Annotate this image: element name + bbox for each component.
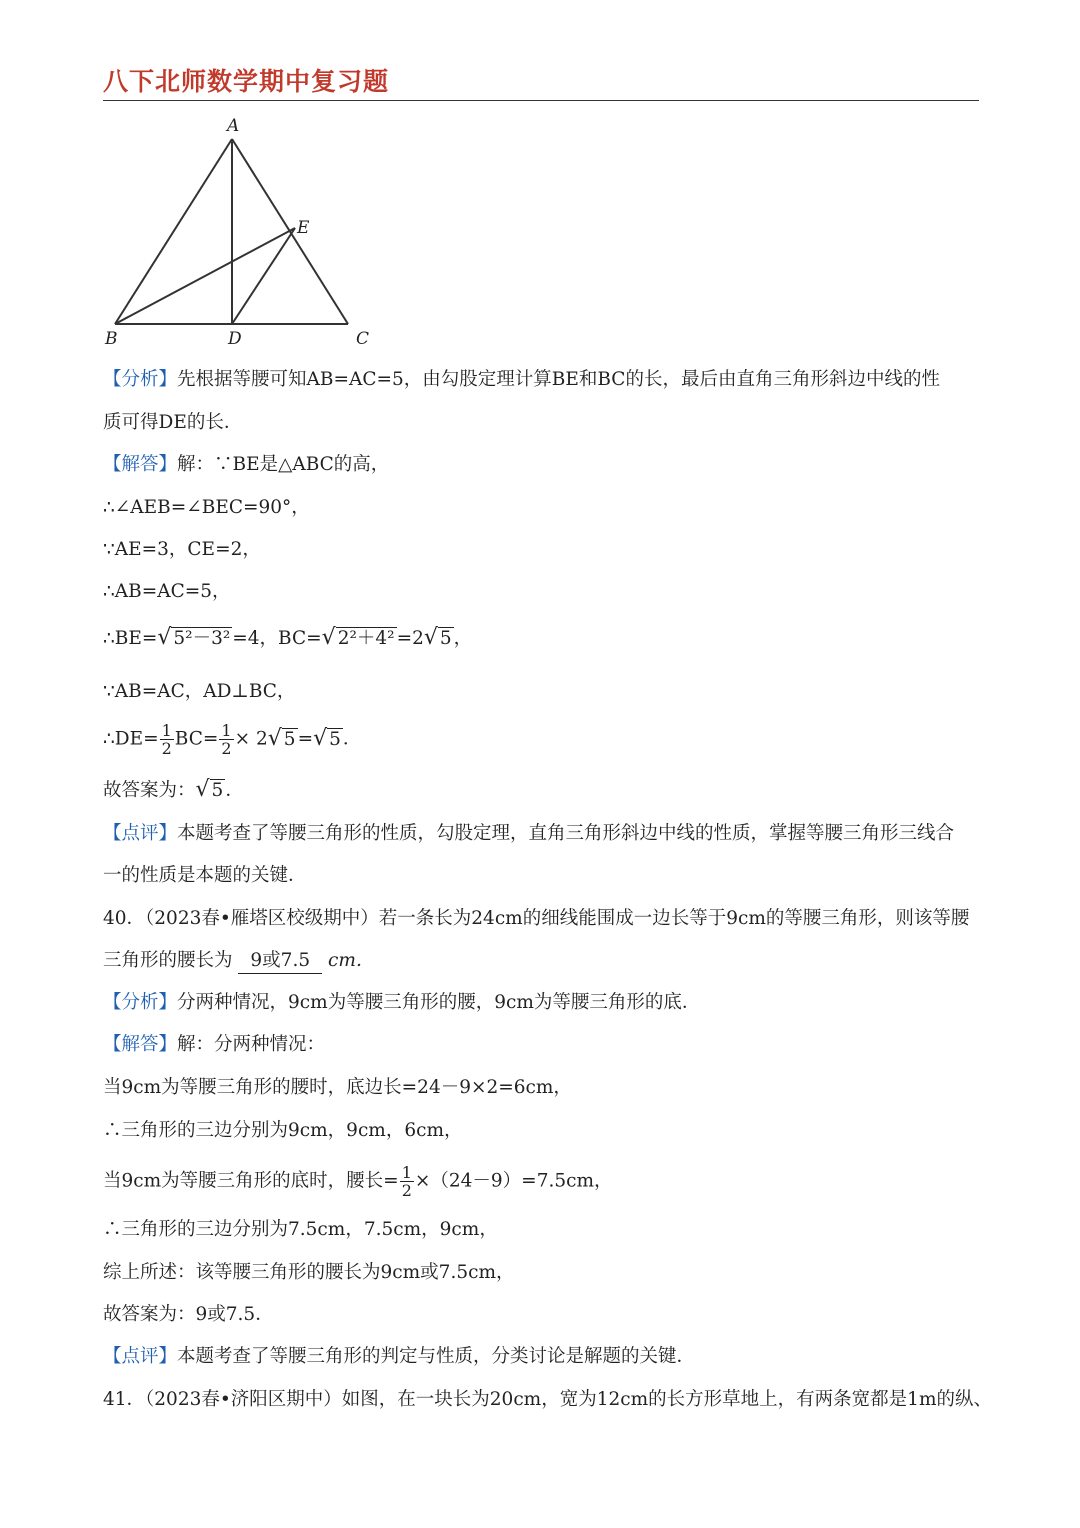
sqrt-expression: √ 5 [423,625,452,650]
q40-solution-line-2: 当9cm为等腰三角形的腰时，底边长=24－9×2=6cm， [103,1077,572,1098]
sqrt-expression: √ 5 [267,725,296,751]
label-e: E [297,218,310,238]
q40-solution-line-6: 综上所述：该等腰三角形的腰长为9cm或7.5cm， [103,1262,515,1283]
q40-stem-line-2: 三角形的腰长为 9或7.5 cm． [103,949,374,974]
segment-ab [115,139,232,324]
q39-solution-line-2: ∴∠AEB=∠BEC=90°， [103,497,310,518]
q39-solution-line-7: ∴DE= $\frac{1}{2}$ BC= $\frac{1}{2}$ × 2√ 5 =√ 5 ． [103,721,362,758]
fraction: $\frac{1}{2}$ [221,721,232,758]
comment-tag: 【点评】 [103,823,178,844]
q41-stem-line-1: 41．（2023春•济阳区期中）如图，在一块长为20cm，宽为12cm的长方形草地上，有两条宽都是1m的纵、 [103,1389,992,1410]
q40-solution-line-1: 【解答】解：分两种情况： [103,1034,326,1055]
q39-comment-line-2: 一的性质是本题的关键． [103,865,307,886]
segment-be [115,228,295,324]
q39-analysis-line-2: 质可得DE的长． [103,412,243,433]
q39-solution-line-5: ∴BE=√ 5²－3² =4，BC=√ 2²＋4² =2√ 5 ， [103,625,473,650]
q40-solution-line-3: ∴三角形的三边分别为9cm，9cm，6cm， [103,1120,463,1141]
answer-blank: 9或7.5 [238,949,322,974]
fraction: $\frac{1}{2}$ [401,1163,412,1200]
comment-tag: 【点评】 [103,1346,178,1367]
triangle-figure [100,112,390,352]
sqrt-expression: √ 2²＋4² [321,625,395,650]
header-divider [103,100,979,101]
sqrt-expression: √ 5²－3² [157,625,231,650]
q39-answer-line: 故答案为：√ 5 ． [103,777,244,802]
sqrt-expression: √ 5 [195,777,224,802]
segment-de [232,228,295,324]
fraction: $\frac{1}{2}$ [161,721,172,758]
q40-solution-line-4: 当9cm为等腰三角形的底时，腰长= $\frac{1}{2}$ ×（24－9）=7.5cm， [103,1163,613,1200]
q39-solution-line-4: ∴AB=AC=5， [103,581,231,602]
label-a: A [227,116,240,136]
q40-analysis-line: 【分析】分两种情况，9cm为等腰三角形的腰，9cm为等腰三角形的底． [103,992,701,1013]
q40-comment-line: 【点评】本题考查了等腰三角形的判定与性质，分类讨论是解题的关键． [103,1346,696,1367]
q39-solution-line-1: 【解答】解：∵BE是△ABC的高， [103,454,390,475]
solution-tag: 【解答】 [103,1034,178,1055]
q40-solution-line-5: ∴三角形的三边分别为7.5cm，7.5cm，9cm， [103,1219,498,1240]
q40-answer-line: 故答案为：9或7.5． [103,1304,274,1325]
label-d: D [228,329,242,349]
page-title: 八下北师数学期中复习题 [103,67,390,96]
analysis-tag: 【分析】 [103,992,178,1013]
q39-comment-line-1: 【点评】本题考查了等腰三角形的性质，勾股定理，直角三角形斜边中线的性质，掌握等腰三角形三线合 [103,823,955,844]
solution-tag: 【解答】 [103,454,178,475]
q40-stem-line-1: 40．（2023春•雁塔区校级期中）若一条长为24cm的细线能围成一边长等于9cm的等腰三角形，则该等腰 [103,908,970,929]
sqrt-expression: √ 5 [313,725,341,751]
q39-solution-line-6: ∵AB=AC，AD⊥BC， [103,681,296,702]
label-c: C [356,329,370,349]
label-b: B [105,329,118,349]
q39-analysis-line-1: 【分析】先根据等腰可知AB=AC=5，由勾股定理计算BE和BC的长，最后由直角三角形斜边中线的性 [103,369,940,390]
q39-solution-line-3: ∵AE=3，CE=2， [103,539,261,560]
analysis-tag: 【分析】 [103,369,178,390]
